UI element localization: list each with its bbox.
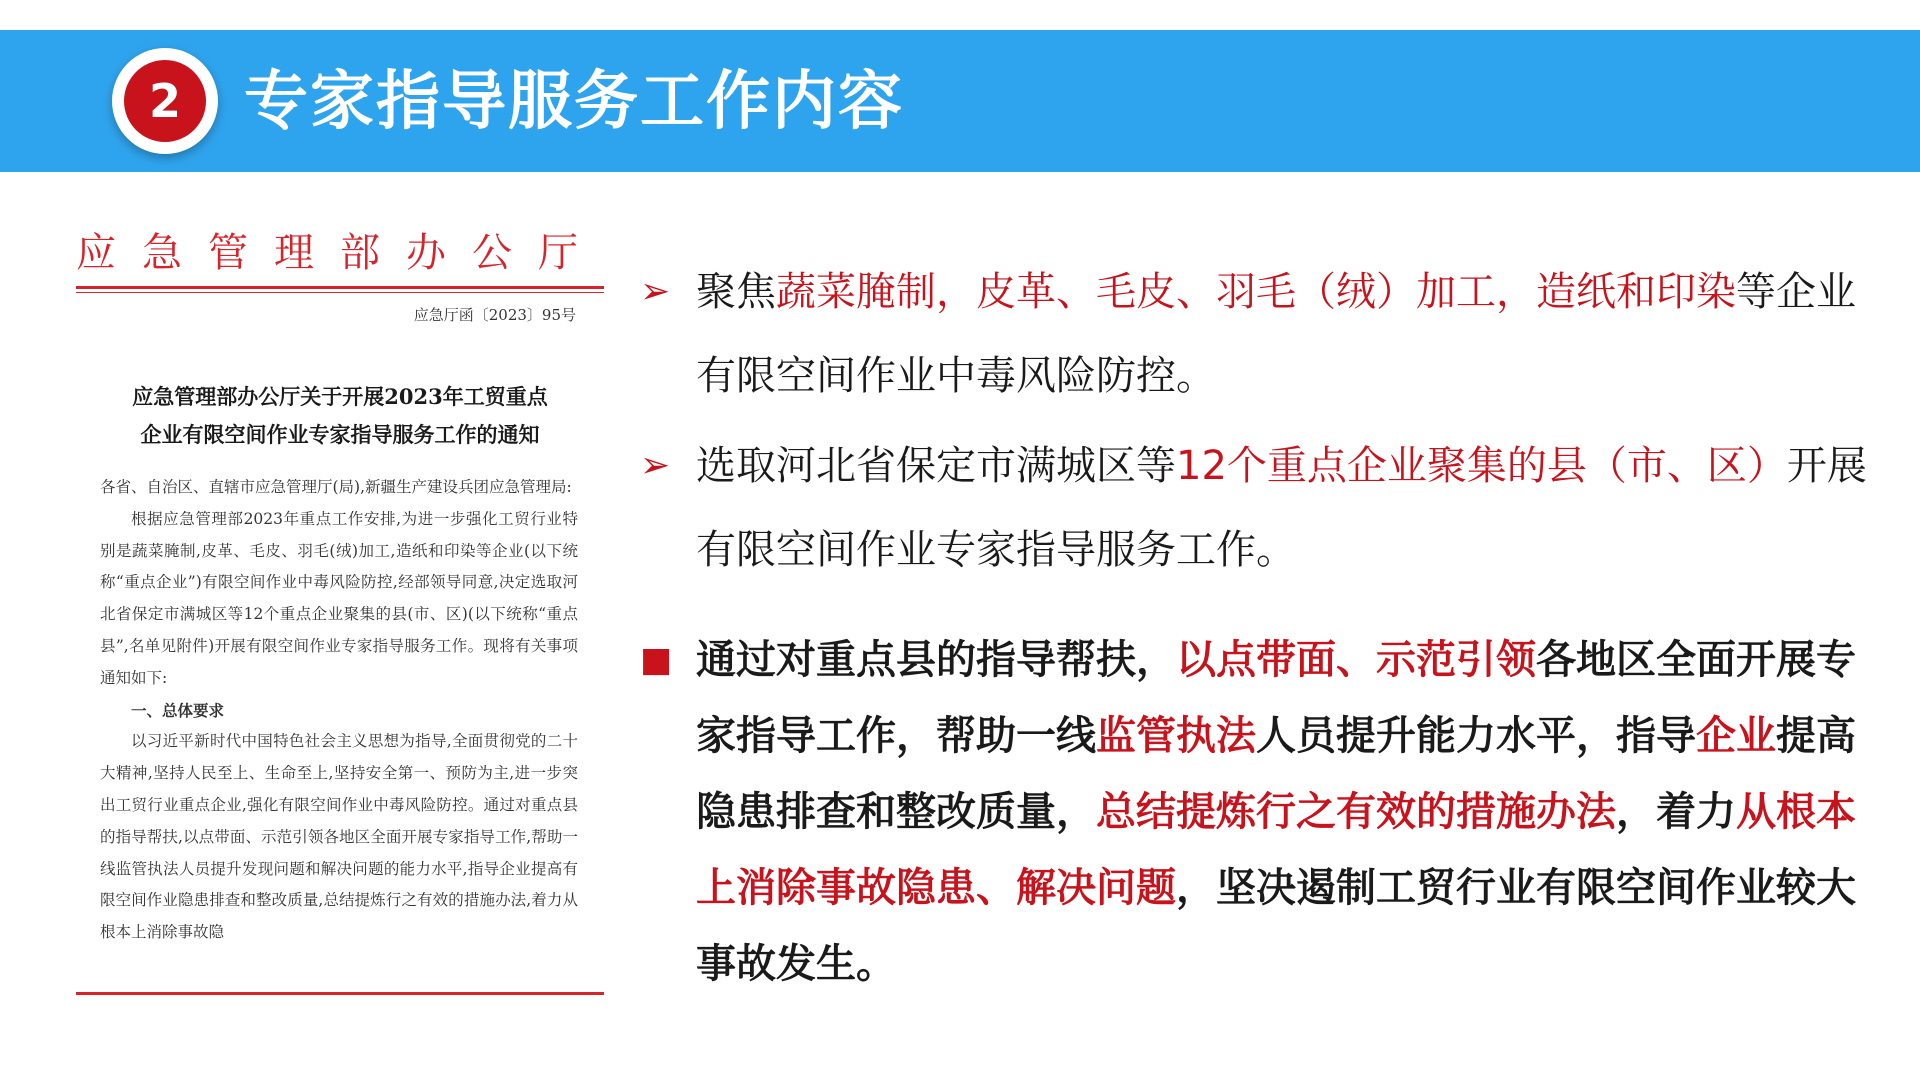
arrow-bullet-icon: ➢ — [640, 445, 671, 486]
section-heading: 一、总体要求 — [131, 700, 225, 720]
highlight-text: 12个重点企业聚集的县（市、区） — [1176, 443, 1787, 489]
header-rule — [76, 286, 604, 289]
paragraph: 根据应急管理部2023年重点工作安排,为进一步强化工贸行业特别是蔬菜腌制,皮革、毛皮、羽毛(绒)加工,造纸和印染等企业(以下统称“重点企业”)有限空间作业中毒风险防控,经部领导同意,决定选取河北省保定市满城区等12个重点企业聚集的县(市、区)(以下统称“重点县”,名单见附件)开展有限空间作业专家指导服务工作。现将有关事项通知如下: — [100, 509, 578, 687]
bullet-guidance-goals — [640, 622, 1860, 1002]
section-number-badge — [112, 48, 218, 154]
bullet-text — [696, 250, 1880, 418]
notice-title — [76, 378, 604, 454]
bullet-text — [696, 424, 1880, 592]
highlight-text: 总结提炼行之有效的措施办法 — [1096, 789, 1616, 835]
highlight-text: 蔬菜腌制，皮革、毛皮、羽毛（绒）加工，造纸和印染 — [776, 269, 1736, 315]
bullet-selected-counties — [640, 424, 1880, 592]
highlight-text: 企业 — [1696, 713, 1776, 759]
page-title: 专家指导服务工作内容 — [244, 65, 904, 139]
text-segment: 聚焦 — [696, 269, 776, 315]
highlight-text: 监管执法 — [1096, 713, 1256, 759]
notice-title-line: 企业有限空间作业专家指导服务工作的通知 — [140, 422, 540, 447]
header-rule-thin — [76, 292, 604, 293]
bullet-text — [696, 622, 1860, 1002]
arrow-bullet-icon: ➢ — [640, 271, 671, 312]
text-segment: 选取河北省保定市满城区等 — [696, 443, 1176, 489]
text-segment: 开展有限空间作业专家指导服务工作。 — [696, 443, 1867, 573]
text-segment: 各地区全面开展专家指导工作，帮助一线 — [696, 637, 1856, 759]
highlight-text: 以点带面、示范引领 — [1176, 637, 1536, 683]
paragraph: 以习近平新时代中国特色社会主义思想为指导,全面贯彻党的二十大精神,坚持人民至上、生命至上,坚持安全第一、预防为主,进一步突出工贸行业重点企业,强化有限空间作业中毒风险防控。通过对重点县的指导帮扶,以点带面、示范引领各地区全面开展专家指导工作,帮助一线监管执法人员提升发现问题和解决问题的能力水平,指导企业提高有限空间作业隐患排查和整改质量,总结提炼行之有效的措施办法,着力从根本上消除事故隐 — [100, 732, 578, 942]
issuer-header: 应急管理部办公厅 — [76, 230, 604, 276]
highlight-text: 从根本上消除事故隐患、解决问题 — [696, 789, 1856, 911]
recipients: 各省、自治区、直辖市应急管理厅(局),新疆生产建设兵团应急管理局: — [100, 478, 572, 496]
section-number: 2 — [124, 60, 206, 142]
square-bullet-icon: ■ — [640, 640, 673, 680]
official-notice-image — [76, 220, 604, 996]
text-segment: ，着力 — [1616, 789, 1736, 835]
bullet-focus-industries — [640, 250, 1880, 418]
text-segment: 人员提升能力水平，指导 — [1256, 713, 1696, 759]
footer-rule — [76, 992, 604, 995]
text-segment: 等企业有限空间作业中毒风险防控。 — [696, 269, 1856, 399]
notice-body — [100, 472, 578, 949]
text-segment: 提高隐患排查和整改质量， — [696, 713, 1856, 835]
text-segment: ，坚决遏制工贸行业有限空间作业较大事故发生。 — [696, 865, 1856, 987]
notice-title-line: 应急管理部办公厅关于开展2023年工贸重点 — [132, 384, 548, 409]
text-segment: 通过对重点县的指导帮扶， — [696, 637, 1176, 683]
document-number: 应急厅函〔2023〕95号 — [413, 306, 576, 324]
